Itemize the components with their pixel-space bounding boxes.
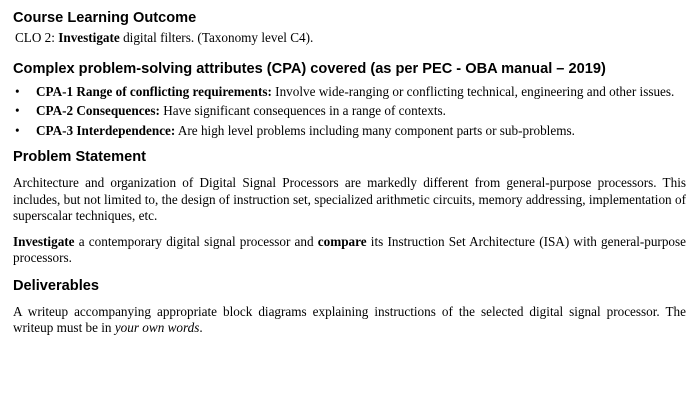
bullet-icon: • bbox=[15, 83, 20, 99]
clo-statement bbox=[15, 30, 686, 47]
cpa-item bbox=[13, 123, 686, 140]
task-bold-investigate: Investigate bbox=[13, 233, 75, 249]
cpa-item-text: Involve wide-ranging or conflicting technical, engineering and other issues. bbox=[271, 83, 675, 99]
task-text-1: a contemporary digital signal processor and bbox=[74, 233, 318, 249]
deliverables-text-1: A writeup accompanying appropriate block diagrams explaining instructions of the selected digital signal processor. The writeup must be in bbox=[13, 303, 686, 335]
bullet-icon: • bbox=[15, 103, 20, 118]
problem-statement-task bbox=[13, 234, 686, 267]
clo-rest: digital filters. (Taxonomy level C4). bbox=[119, 30, 314, 45]
deliverables-heading: Deliverables bbox=[13, 277, 99, 294]
cpa-item-text: Are high level problems including many component parts or sub-problems. bbox=[175, 122, 575, 138]
problem-statement-heading: Problem Statement bbox=[13, 149, 146, 165]
cpa-item-text: Have significant consequences in a range of contexts. bbox=[159, 103, 446, 118]
clo-prefix: CLO 2: bbox=[15, 30, 59, 45]
cpa-item bbox=[13, 84, 686, 101]
problem-statement-paragraph: Architecture and organization of Digital Signal Processors are markedly different from general-purpose processors. This includes, but not limited to, the design of instruction set, specialized arithmetic circuits, memory addressing, implementation of superscalar techniques, etc. bbox=[13, 175, 686, 223]
task-bold-compare: compare bbox=[317, 233, 367, 249]
deliverables-text-2: . bbox=[199, 320, 203, 335]
cpa-item-title: CPA-2 Consequences: bbox=[36, 103, 160, 118]
cpa-item-title: CPA-1 Range of conflicting requirements: bbox=[36, 83, 272, 99]
cpa-item bbox=[13, 103, 686, 120]
cpa-list bbox=[13, 84, 686, 140]
clo-bold-verb: Investigate bbox=[58, 30, 120, 45]
deliverables-italic: your own words bbox=[114, 320, 200, 335]
cpa-heading: Complex problem-solving attributes (CPA) covered (as per PEC - OBA manual – 2019) bbox=[13, 60, 606, 77]
bullet-icon: • bbox=[15, 122, 20, 138]
cpa-item-title: CPA-3 Interdependence: bbox=[36, 122, 176, 138]
task-text-2: its Instruction Set Architecture (ISA) with general-purpose processors. bbox=[13, 233, 687, 265]
deliverables-text bbox=[13, 304, 686, 337]
course-learning-outcome-heading: Course Learning Outcome bbox=[13, 10, 197, 26]
